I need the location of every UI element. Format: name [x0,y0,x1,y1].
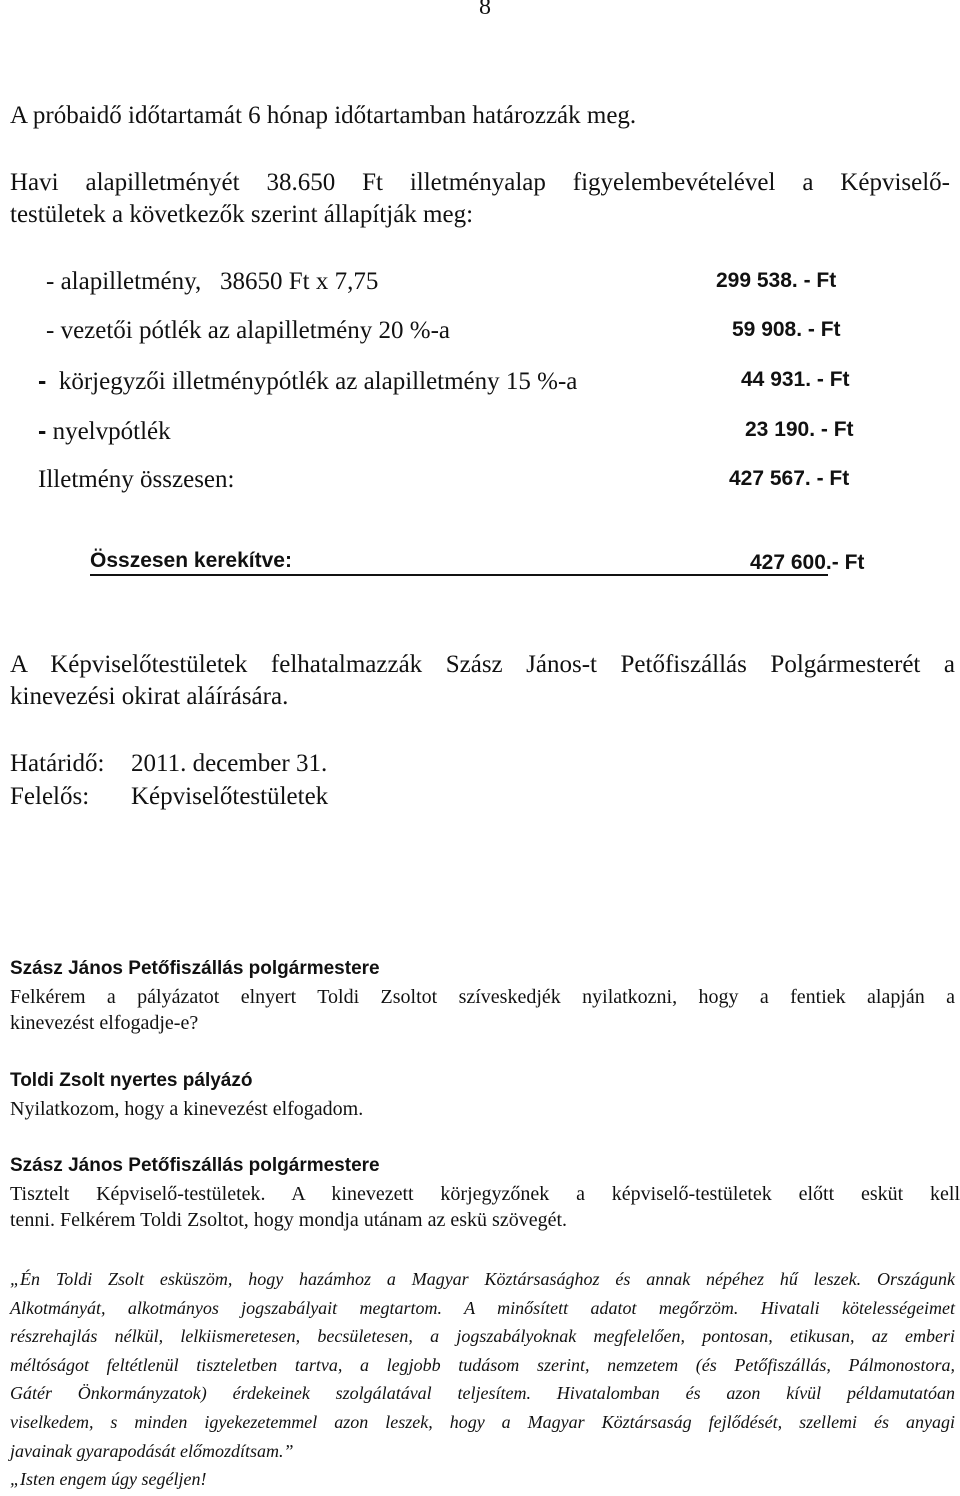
oath-line3: részrehajlás nélkül, lelkiismeretesen, becsületesen, a jogszabályoknak megfelelően, pontosan, etikusan, az emberi [10,1326,955,1346]
salary-amount-total: 427 567. - Ft [729,467,850,490]
rounded-total-label: Összesen kerekítve: [90,549,292,572]
oath-line1: „Én Toldi Zsolt esküszöm, hogy hazámhoz a Magyar Köztársasághoz és annak népéhez hű leszek. Országunk [10,1269,955,1289]
responsible-label: Felelős: [10,783,90,810]
salary-label-total: Illetmény összesen: [38,466,235,493]
oath-closing: „Isten engem úgy segéljen! [10,1469,207,1489]
salary-label-language [38,417,171,446]
oath-line7: javainak gyarapodását előmozdítsam.” [10,1441,294,1461]
responsible-value: Képviselőtestületek [131,783,329,810]
oath-line6: viselkedem, s minden igyekezetemmel azon leszek, hogy a Magyar Köztársaság fejlődését, szellemi és anyagi [10,1412,955,1432]
salary-intro-line2: testületek a következők szerint állapítják meg: [10,201,474,228]
deadline-value: 2011. december 31. [131,750,328,777]
dash: - [38,417,47,445]
salary-amount-leader: 59 908. - Ft [732,318,841,341]
speaker-mayor: Szász János Petőfiszállás polgármestere [10,1155,380,1176]
salary-amount-notary: 44 931. - Ft [741,368,850,391]
authorization-line2: kinevezési okirat aláírására. [10,683,289,710]
oath-line4: méltóságot feltétlenül tiszteletben tartva, a legjobb tudásom szerint, nemzetem (és Petőfiszállás, Pálmonostora, [10,1355,955,1375]
oath-line5: Gátér Önkormányzatok) érdekeinek szolgálatával teljesítem. Hivatalomban és azon kívül példamutatóan [10,1383,955,1403]
salary-label-leader: - vezetői pótlék az alapilletmény 20 %-a [46,317,450,344]
mayor-oath-intro-line2: tenni. Felkérem Toldi Zsoltot, hogy mondja utánam az eskü szövegét. [10,1209,568,1231]
salary-amount-language: 23 190. - Ft [745,418,854,441]
salary-label-notary-text: körjegyzői illetménypótlék az alapilletmény 15 %-a [58,368,578,395]
candidate-statement: Nyilatkozom, hogy a kinevezést elfogadom. [10,1098,364,1120]
salary-amount-base: 299 538. - Ft [716,269,837,292]
probation-sentence: A próbaidő időtartamát 6 hónap időtartamban határozzák meg. [10,102,637,129]
speaker-candidate: Toldi Zsolt nyertes pályázó [10,1070,253,1091]
salary-label-language-text: nyelvpótlék [52,418,171,445]
salary-label-notary [38,367,577,396]
deadline-label: Határidő: [10,750,105,777]
rounded-total-amount: 427 600.- Ft [750,551,865,574]
oath-line2: Alkotmányát, alkotmányos jogszabályait megtartom. A minősített adatot megőrzöm. Hivatali kötelességeimet [10,1298,955,1318]
salary-intro-line1: Havi alapilletményét 38.650 Ft illetményalap figyelembevételével a Képviselő- [10,169,950,196]
authorization-line1: A Képviselőtestületek felhatalmazzák Szász János-t Petőfiszállás Polgármesterét a [10,651,955,678]
rounded-total-underline [90,574,828,576]
dash: - [38,367,47,395]
mayor-oath-intro-line1: Tisztelt Képviselő-testületek. A kinevezett körjegyzőnek a képviselő-testületek előtt esküt kell [10,1183,960,1205]
page-number: 8 [479,0,491,20]
mayor-request-line1: Felkérem a pályázatot elnyert Toldi Zsoltot szíveskedjék nyilatkozni, hogy a fentiek alapján a [10,986,955,1008]
mayor-request-line2: kinevezést elfogadje-e? [10,1012,199,1034]
salary-label-base: - alapilletmény, 38650 Ft x 7,75 [46,268,379,295]
speaker-mayor: Szász János Petőfiszállás polgármestere [10,958,380,979]
